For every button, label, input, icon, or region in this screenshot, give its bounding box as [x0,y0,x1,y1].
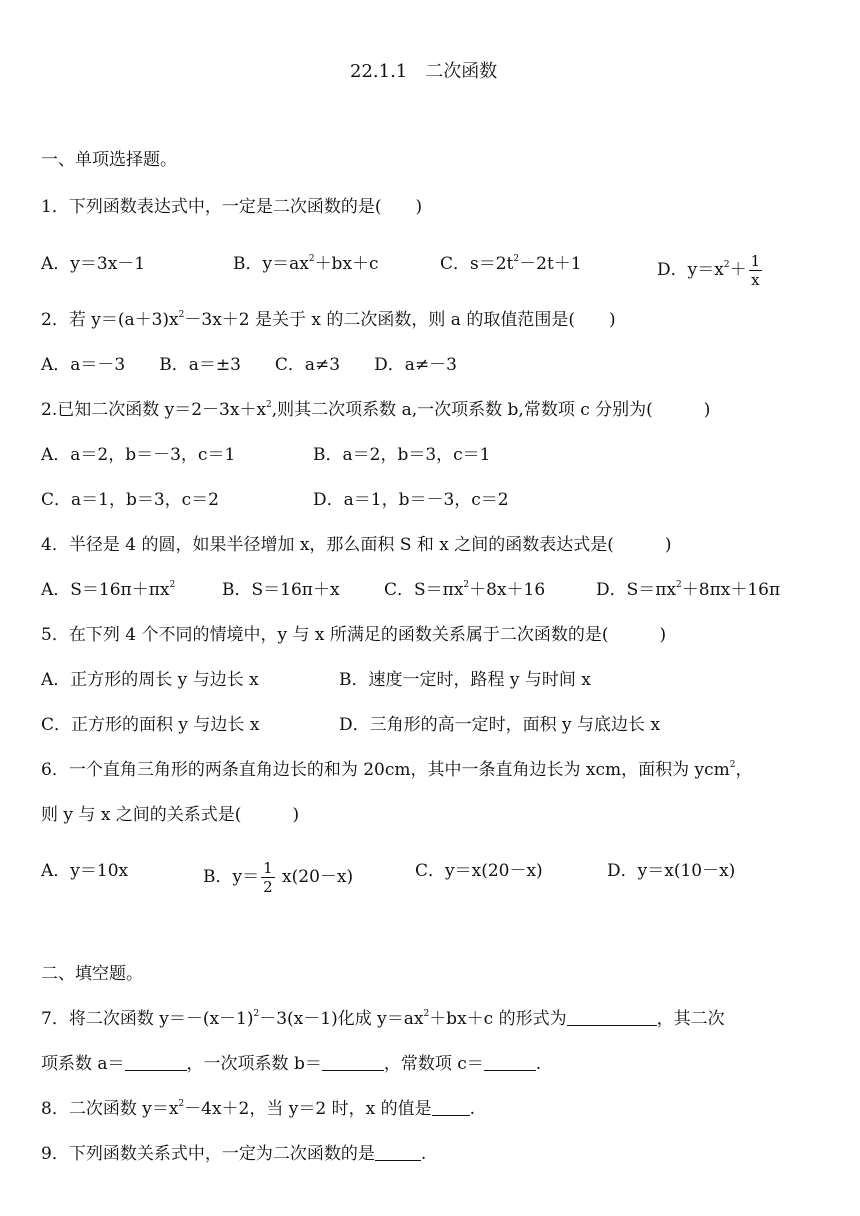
q4-option-c: C．$S=\pi x^2+8x+16$ [384,580,546,600]
question-2-stem: 2．若 $y=(a+3)x^2-3x+2$ 是关于 x 的二次函数，则 a 的取值范围是( ) [41,310,616,330]
q3-option-d: D．a＝1，b＝－3，c＝2 [313,490,509,510]
q1-option-b: B．$y=ax^2+bx+c$ [233,254,379,274]
answer-blank[interactable] [125,1054,187,1071]
q5-option-d: D．三角形的高一定时，面积 y 与底边长 x [339,715,661,735]
q1-option-a: A．y＝3x－1 [41,254,146,274]
q1-option-c: C．$s=2t^2-2t+1$ [440,254,582,274]
question-8: 8．二次函数 $y=x^2-4x+2$，当 y＝2 时，x 的值是 . [41,1099,476,1119]
q6-option-a: A．y＝10x [41,861,129,881]
q3-option-c: C．a＝1，b＝3，c＝2 [41,490,219,510]
q6-option-d: D．y＝x(10－x) [607,861,736,881]
question-7-line-1: 7．将二次函数 $y=-(x-1)^2-3(x-1)$化成 $y=ax^2+bx+c$ 的形式为 ，其二次 [41,1009,725,1029]
q1-option-d: D．$y=x^2+$ $\frac{1}{x}$ [657,252,761,289]
q5-option-b: B．速度一定时，路程 y 与时间 x [339,670,591,690]
q6-option-c: C．y＝x(20－x) [415,861,543,881]
document-title: 22.1.1 二次函数 [350,61,498,82]
q4-option-b: B．S＝16π＋x [222,580,340,600]
q5-option-c: C．正方形的面积 y 与边长 x [41,715,260,735]
question-6-stem-line-2: 则 y 与 x 之间的关系式是( ) [41,805,300,825]
section-heading-fill-in: 二、填空题。 [41,964,143,984]
question-9: 9．下列函数关系式中，一定为二次函数的是 . [41,1144,427,1164]
answer-blank[interactable] [432,1099,470,1116]
q2-options: A．a＝－3 B．a＝±3 C．a≠3 D．a≠－3 [41,355,457,375]
q6-option-b: B．y＝ $\frac{1}{2}$ x(20－x) [203,859,354,896]
section-heading-choice: 一、单项选择题。 [41,150,177,170]
answer-blank[interactable] [375,1144,421,1161]
question-7-line-2: 项系数 a＝ ，一次项系数 b＝ ，常数项 c＝ . [41,1054,542,1074]
q4-option-d: D．$S=\pi x^2+8\pi x+16\pi$ [596,580,781,600]
answer-blank[interactable] [567,1009,657,1026]
question-4-stem: 4．半径是 4 的圆，如果半径增加 x，那么面积 S 和 x 之间的函数表达式是( ) [41,535,672,555]
question-3-stem: 2.已知二次函数 $y=2-3x+x^2$,则其二次项系数 a,一次项系数 b,常数项 c 分别为( ) [41,400,711,420]
fraction: $\frac{1}{x}$ [750,252,761,289]
q4-option-a: A．$S=16\pi+\pi x^2$ [41,580,176,600]
q3-option-a: A．a＝2，b＝－3，c＝1 [41,445,236,465]
q3-option-b: B．a＝2，b＝3，c＝1 [313,445,491,465]
question-6-stem-line-1: 6．一个直角三角形的两条直角边长的和为 20cm，其中一条直角边长为 xcm，面积为 ycm$^2$， [41,760,753,780]
question-1-stem: 1．下列函数表达式中，一定是二次函数的是( ) [41,197,423,217]
q5-option-a: A．正方形的周长 y 与边长 x [41,670,259,690]
fraction: $\frac{1}{2}$ [263,859,273,896]
answer-blank[interactable] [322,1054,384,1071]
question-5-stem: 5．在下列 4 个不同的情境中，y 与 x 所满足的函数关系属于二次函数的是( ) [41,625,667,645]
answer-blank[interactable] [484,1054,536,1071]
